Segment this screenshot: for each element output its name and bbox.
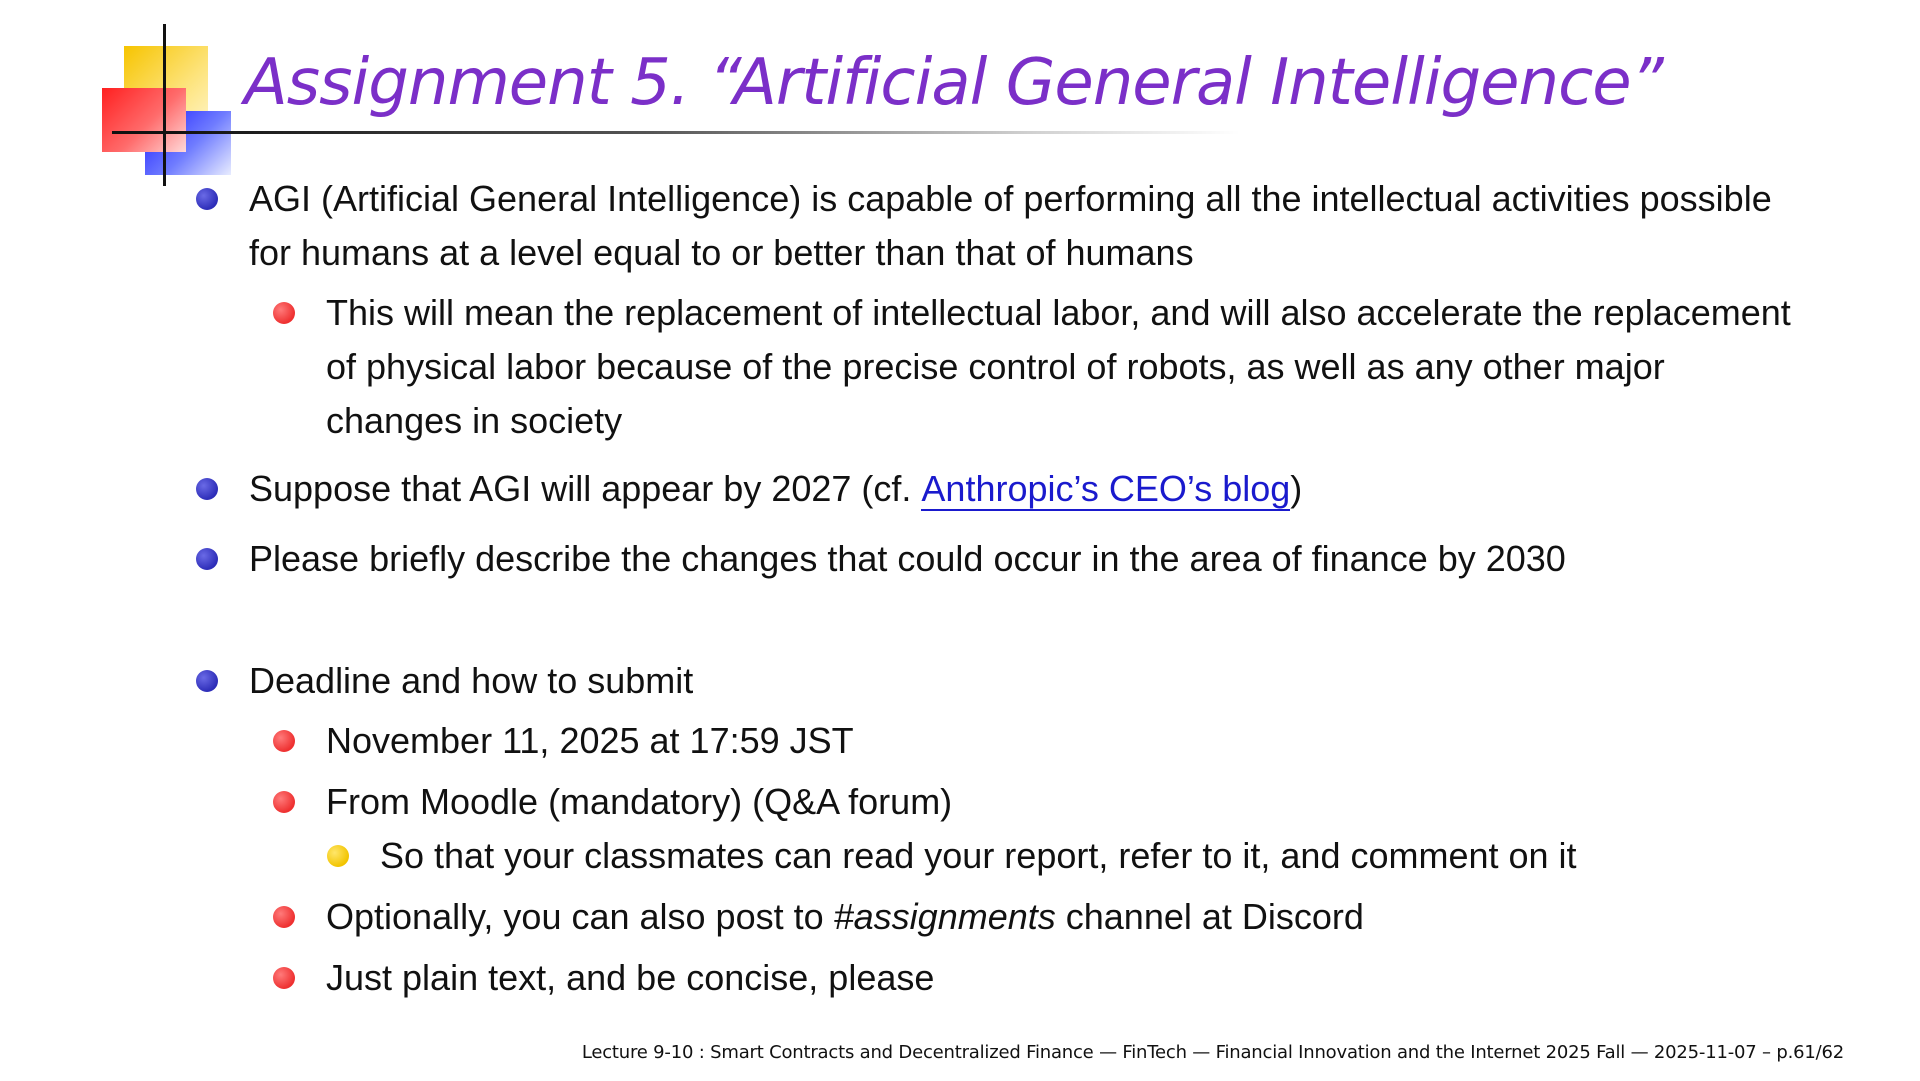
list-item-classmates: So that your classmates can read your report, refer to it, and comment on it: [380, 835, 1577, 876]
discord-suffix: channel at Discord: [1055, 896, 1364, 937]
discord-channel-name: #assignments: [833, 896, 1056, 937]
suppose-prefix: Suppose that AGI will appear by 2027 (cf.: [249, 468, 922, 509]
agi-definition-line2: for humans at a level equal to or better than that of humans: [249, 232, 1194, 273]
list-item-date: November 11, 2025 at 17:59 JST: [326, 720, 854, 761]
bullet-level2-icon: [273, 730, 295, 752]
list-item-describe: Please briefly describe the changes that could occur in the area of finance by 2030: [249, 538, 1566, 579]
logo-red-square: [102, 88, 186, 152]
discord-prefix: Optionally, you can also post to: [326, 896, 834, 937]
bullet-level2-icon: [273, 791, 295, 813]
bullet-level1-icon: [196, 548, 218, 570]
slide-title: Assignment 5. “Artificial General Intelligence”: [244, 46, 1663, 120]
list-item-discord: [326, 890, 1886, 944]
bullet-level2-icon: [273, 302, 295, 324]
replacement-line2: of physical labor because of the precise control of robots, as well as any other major: [326, 346, 1665, 387]
slide-footer: Lecture 9-10 : Smart Contracts and Decentralized Finance — FinTech — Financial Innovation and the Internet 2025 Fall — 2025-11-07 – p.61/62: [581, 1042, 1844, 1063]
list-item-deadline: Deadline and how to submit: [249, 660, 694, 701]
list-item-plain-text: Just plain text, and be concise, please: [326, 957, 935, 998]
bullet-level1-icon: [196, 670, 218, 692]
list-item-agi-definition: [249, 172, 1889, 280]
slide-logo-graphic: [0, 0, 240, 200]
bullet-level1-icon: [196, 188, 218, 210]
anthropic-ceo-blog-link[interactable]: Anthropic’s CEO’s blog: [921, 468, 1291, 509]
agi-definition-line1: AGI (Artificial General Intelligence) is capable of performing all the intellectual activities possible: [249, 178, 1772, 219]
replacement-line3: changes in society: [326, 400, 623, 441]
suppose-suffix: ): [1290, 468, 1303, 509]
list-item-replacement: [326, 286, 1886, 448]
list-item-moodle: From Moodle (mandatory) (Q&A forum): [326, 781, 953, 822]
title-underline-rule: [166, 131, 1240, 134]
bullet-level2-icon: [273, 967, 295, 989]
logo-cross-vertical: [163, 24, 166, 186]
bullet-level3-icon: [327, 845, 349, 867]
bullet-level1-icon: [196, 478, 218, 500]
replacement-line1: This will mean the replacement of intellectual labor, and will also accelerate the replacement: [326, 292, 1791, 333]
bullet-level2-icon: [273, 906, 295, 928]
list-item-suppose: [249, 462, 1889, 516]
